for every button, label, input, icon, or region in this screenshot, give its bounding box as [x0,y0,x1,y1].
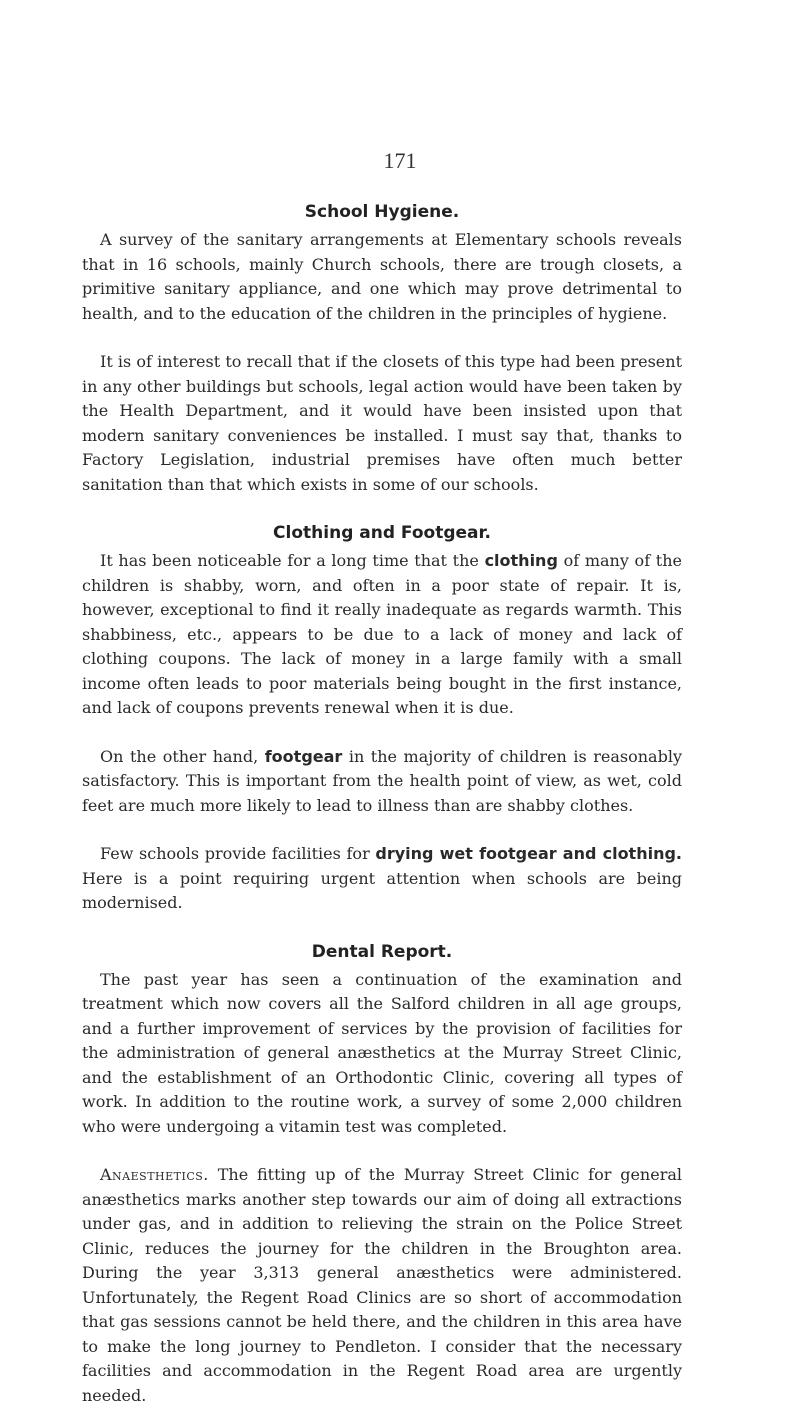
clothing-paragraph-2 [82,745,682,819]
clothing-p1-text-b: of many of the children is shabby, worn, and often in a poor state of repair. It is, however, exceptional to find it really inadequate as regards warmth. This shabbiness, etc., appears to be due to a lack of money and lack of clothing coupons. The lack of money in a large family with a small income often leads to poor materials being bought in the first instance, and lack of coupons prevents renewal when it is due. [82,551,682,717]
clothing-p2-emphasis: footgear [264,746,343,766]
anaesthetics-label: Anaesthetics. [100,1165,209,1184]
school-hygiene-heading: School Hygiene. [304,202,460,222]
clothing-p3-text-a: Few schools provide facilities for [100,844,376,863]
clothing-p2-text-a: On the other hand, [100,746,265,766]
clothing-paragraph-1 [82,549,682,721]
clothing-p3-emphasis: drying wet footgear and clothing. [375,844,683,863]
dental-paragraph-1: The past year has seen a continuation of the examination and treatment which now covers all the Salford children in all age groups, and a further improvement of services by the provision of facilities for the administration of general anæsthetics at the Murray Street Clinic, and the establishment of an Orthodontic Clinic, covering all types of work. In addition to the routine work, a survey of some 2,000 children who were undergoing a vitamin test was completed. [82,969,682,1136]
dental-paragraph-2 [82,1163,682,1408]
school-hygiene-paragraph-1: A survey of the sanitary arrangements at Elementary schools reveals that in 16 schools, mainly Church schools, there are trough closets, a primitive sanitary appliance, and one which may prove detrimental to health, and to the education of the children in the principles of hygiene. [82,230,682,323]
clothing-p3-text-b: Here is a point requiring urgent attention when schools are being modernised. [82,868,682,912]
clothing-p2-text-b: in the majority of children is reasonably satisfactory. This is important from the health point of view, as wet, cold feet are much more likely to lead to illness than are shabby clothes. [82,746,682,815]
clothing-footgear-heading: Clothing and Footgear. [273,523,491,543]
anaesthetics-text: The fitting up of the Murray Street Clinic for general anæsthetics marks another step towards our aim of doing all extractions under gas, and in addition to relieving the strain on the Police Street Clinic, reduces the journey for the children in the Broughton area. During the year 3,313 general anæsthetics were administered. Unfortunately, the Regent Road Clinics are so short of accommodation that gas sessions cannot be held there, and the children in this area have to make the long journey to Pendleton. I consider that the necessary facilities and accommodation in the Regent Road area are urgently needed. [82,1165,682,1405]
clothing-p1-emphasis: clothing [484,551,558,570]
page-content [82,200,682,1408]
school-hygiene-paragraph-2: It is of interest to recall that if the closets of this type had been present in any other buildings but schools, legal action would have been taken by the Health Department, and it would have been insisted upon that modern sanitary conveniences be installed. I must say that, thanks to Factory Legislation, industrial premises have often much better sanitation than that which exists in some of our schools. [82,352,682,494]
dental-report-heading: Dental Report. [311,941,453,962]
clothing-p1-text-a: It has been noticeable for a long time that the [100,551,485,570]
clothing-paragraph-3 [82,842,682,916]
page-number: 171 [383,148,417,173]
